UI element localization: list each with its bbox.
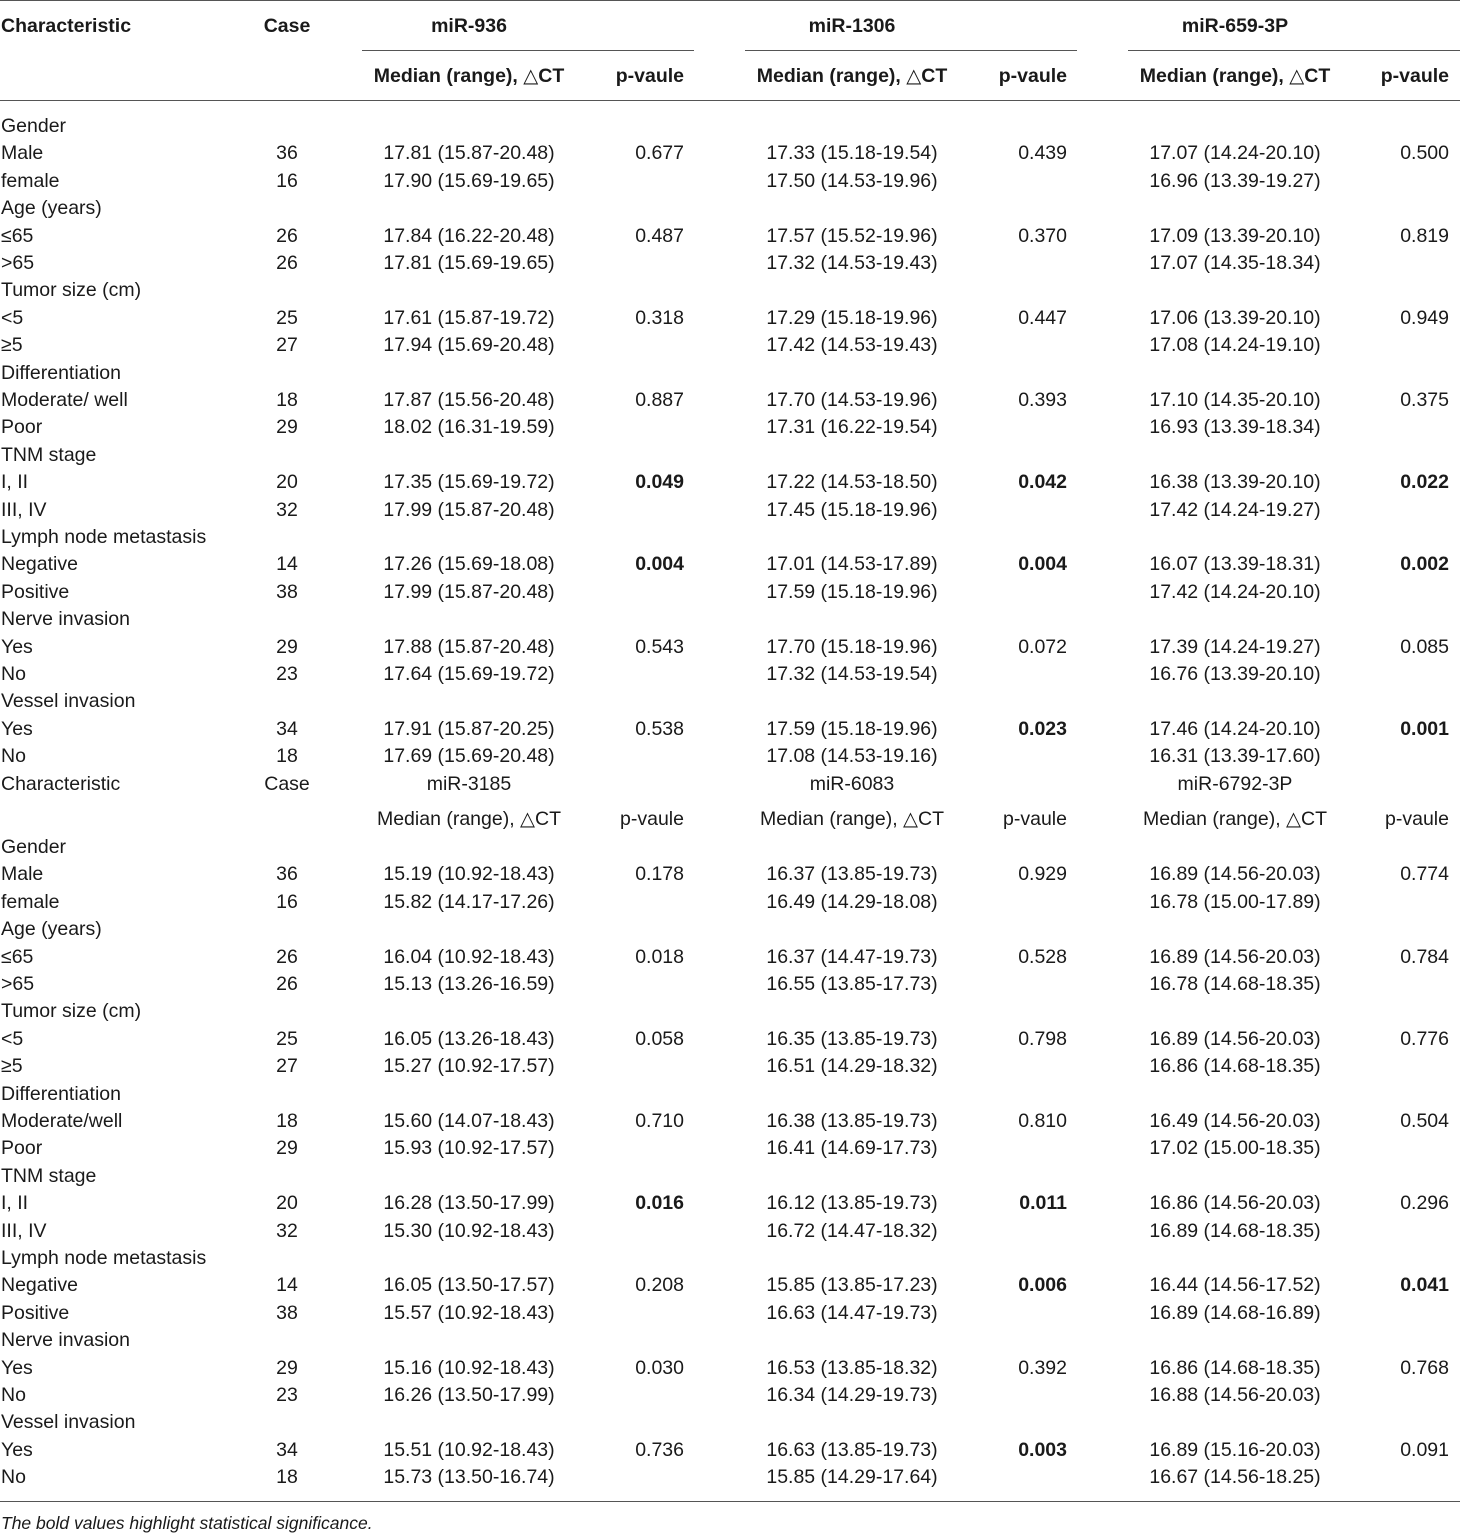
p-value: 0.774 (1400, 863, 1449, 886)
p-value: 0.016 (635, 1192, 684, 1215)
p-value: 0.001 (1400, 717, 1449, 740)
section-label: Lymph node metastasis (1, 1247, 207, 1269)
median-range-value: 16.67 (14.56-18.25) (1149, 1466, 1321, 1489)
row-label: III, IV (1, 498, 47, 521)
p-value: 0.375 (1400, 389, 1449, 411)
case-count: 16 (276, 890, 298, 913)
row-label: III, IV (1, 1219, 47, 1242)
p-value: 0.710 (635, 1110, 684, 1132)
section-label: Lymph node metastasis (1, 526, 207, 548)
header-median-range: Median (range), △CT (373, 65, 565, 87)
case-count: 36 (276, 863, 298, 886)
header-p-value: p-vaule (998, 65, 1067, 87)
table-top-rule (0, 0, 1460, 1)
median-range-value: 17.91 (15.87-20.25) (383, 717, 555, 740)
median-range-value: 16.78 (14.68-18.35) (1149, 973, 1321, 995)
median-range-value: 16.05 (13.26-18.43) (383, 1027, 555, 1050)
p-value: 0.819 (1400, 224, 1449, 247)
case-count: 20 (276, 1192, 298, 1215)
median-range-value: 16.41 (14.69-17.73) (766, 1137, 938, 1160)
row-label: Male (1, 142, 44, 165)
case-count: 18 (276, 745, 298, 768)
case-count: 18 (276, 389, 298, 411)
case-count: 26 (276, 252, 298, 274)
median-range-value: 16.28 (13.50-17.99) (383, 1192, 555, 1215)
row-label: Yes (1, 717, 33, 740)
median-range-value: 17.59 (15.18-19.96) (766, 717, 938, 740)
case-count: 36 (276, 142, 298, 165)
section-label: Vessel invasion (1, 690, 136, 713)
case-count: 29 (276, 1137, 298, 1160)
median-range-value: 17.69 (15.69-20.48) (383, 745, 555, 768)
median-range-value: 15.73 (13.50-16.74) (383, 1466, 555, 1489)
case-count: 23 (276, 663, 298, 685)
median-range-value: 17.07 (14.24-20.10) (1149, 142, 1321, 165)
case-count: 38 (276, 580, 298, 603)
median-range-value: 17.94 (15.69-20.48) (383, 334, 555, 357)
median-range-value: 16.86 (14.68-18.35) (1149, 1356, 1321, 1379)
median-range-value: 16.89 (14.56-20.03) (1149, 863, 1321, 886)
row-label: ≤65 (1, 945, 34, 968)
row-label: Moderate/ well (1, 389, 128, 411)
median-range-value: 17.59 (15.18-19.96) (766, 580, 938, 603)
p-value: 0.004 (1018, 553, 1067, 576)
row-label: <5 (1, 1027, 24, 1050)
case-count: 18 (276, 1466, 298, 1489)
row-label: Yes (1, 635, 33, 658)
median-range-value: 15.85 (13.85-17.23) (766, 1274, 938, 1297)
median-range-value: 16.44 (14.56-17.52) (1149, 1274, 1321, 1297)
row-label: Yes (1, 1356, 33, 1379)
header-characteristic: Characteristic (1, 773, 121, 795)
p-value: 0.538 (635, 717, 684, 740)
p-value: 0.004 (635, 553, 684, 576)
section-label: Tumor size (cm) (1, 279, 142, 302)
p-value: 0.392 (1018, 1356, 1067, 1379)
median-range-value: 16.78 (15.00-17.89) (1149, 890, 1321, 913)
case-count: 29 (276, 635, 298, 658)
header-mirna-mir-6083: miR-6083 (809, 773, 895, 795)
p-value: 0.447 (1018, 306, 1067, 329)
median-range-value: 16.31 (13.39-17.60) (1149, 745, 1321, 768)
header-mirna-mir-659-3p: miR-659-3P (1181, 15, 1289, 37)
median-range-value: 16.37 (13.85-19.73) (766, 863, 938, 886)
median-range-value: 17.70 (15.18-19.96) (766, 635, 938, 658)
median-range-value: 16.72 (14.47-18.32) (766, 1219, 938, 1242)
p-value: 0.072 (1018, 635, 1067, 658)
median-range-value: 17.42 (14.24-20.10) (1149, 580, 1321, 603)
median-range-value: 17.32 (14.53-19.54) (766, 663, 938, 685)
median-range-value: 17.50 (14.53-19.96) (766, 169, 938, 192)
median-range-value: 16.93 (13.39-18.34) (1149, 416, 1321, 439)
case-count: 16 (276, 169, 298, 192)
median-range-value: 17.33 (15.18-19.54) (766, 142, 938, 165)
p-value: 0.370 (1018, 224, 1067, 247)
median-range-value: 16.89 (15.16-20.03) (1149, 1438, 1321, 1461)
header-mirna-mir-3185: miR-3185 (426, 773, 512, 795)
median-range-value: 17.64 (15.69-19.72) (383, 663, 555, 685)
case-count: 14 (276, 553, 298, 576)
p-value: 0.393 (1018, 389, 1067, 411)
p-value: 0.784 (1400, 945, 1449, 968)
median-range-value: 17.10 (14.35-20.10) (1149, 389, 1321, 411)
section-label: TNM stage (1, 1164, 97, 1187)
case-count: 29 (276, 1356, 298, 1379)
median-range-value: 17.42 (14.53-19.43) (766, 334, 938, 357)
p-value: 0.030 (635, 1356, 684, 1379)
header-case: Case (264, 773, 310, 795)
median-range-value: 15.57 (10.92-18.43) (383, 1301, 555, 1324)
case-count: 29 (276, 416, 298, 439)
row-label: Positive (1, 580, 70, 603)
median-range-value: 15.27 (10.92-17.57) (383, 1055, 555, 1078)
case-count: 23 (276, 1384, 298, 1406)
median-range-value: 17.84 (16.22-20.48) (383, 224, 555, 247)
median-range-value: 17.99 (15.87-20.48) (383, 498, 555, 521)
median-range-value: 16.04 (10.92-18.43) (383, 945, 555, 968)
median-range-value: 15.51 (10.92-18.43) (383, 1438, 555, 1461)
section-label: Differentiation (1, 1082, 121, 1105)
section-label: Nerve invasion (1, 1329, 130, 1352)
header-median-range: Median (range), △CT (1142, 808, 1328, 830)
p-value: 0.022 (1400, 471, 1449, 494)
p-value: 0.528 (1018, 945, 1067, 968)
median-range-value: 17.99 (15.87-20.48) (383, 580, 555, 603)
median-range-value: 17.06 (13.39-20.10) (1149, 306, 1321, 329)
row-label: Poor (1, 1137, 43, 1160)
header-median-range: Median (range), △CT (376, 808, 562, 830)
section-label: Nerve invasion (1, 608, 130, 631)
median-range-value: 17.22 (14.53-18.50) (766, 471, 938, 494)
p-value: 0.296 (1400, 1192, 1449, 1215)
p-value: 0.929 (1018, 863, 1067, 886)
median-range-value: 17.08 (14.53-19.16) (766, 745, 938, 768)
row-label: female (1, 890, 60, 913)
row-label: I, II (1, 471, 29, 494)
median-range-value: 17.35 (15.69-19.72) (383, 471, 555, 494)
header-p-value: p-vaule (620, 808, 684, 830)
median-range-value: 15.16 (10.92-18.43) (383, 1356, 555, 1379)
header-p-value: p-vaule (615, 65, 684, 87)
p-value: 0.810 (1018, 1110, 1067, 1132)
p-value: 0.439 (1018, 142, 1067, 165)
median-range-value: 17.31 (16.22-19.54) (766, 416, 938, 439)
section-label: Vessel invasion (1, 1411, 136, 1434)
row-label: ≥5 (1, 334, 23, 357)
median-range-value: 17.01 (14.53-17.89) (766, 553, 938, 576)
row-label: <5 (1, 306, 24, 329)
header-p-value: p-vaule (1380, 65, 1449, 87)
group-rule-mir-1306 (745, 50, 1077, 51)
median-range-value: 17.57 (15.52-19.96) (766, 224, 938, 247)
median-range-value: 17.90 (15.69-19.65) (383, 169, 555, 192)
median-range-value: 16.53 (13.85-18.32) (766, 1356, 938, 1379)
section-label: Gender (1, 836, 67, 858)
section-label: Age (years) (1, 918, 102, 941)
p-value: 0.041 (1400, 1274, 1449, 1297)
p-value: 0.677 (635, 142, 684, 165)
case-count: 25 (276, 1027, 298, 1050)
median-range-value: 16.07 (13.39-18.31) (1149, 553, 1321, 576)
case-count: 38 (276, 1301, 298, 1324)
case-count: 32 (276, 498, 298, 521)
header-bottom-rule (0, 100, 1460, 101)
median-range-value: 16.35 (13.85-19.73) (766, 1027, 938, 1050)
median-range-value: 16.49 (14.29-18.08) (766, 890, 938, 913)
case-count: 18 (276, 1110, 298, 1132)
p-value: 0.543 (635, 635, 684, 658)
row-label: Negative (1, 1274, 78, 1297)
median-range-value: 15.30 (10.92-18.43) (383, 1219, 555, 1242)
median-range-value: 16.63 (13.85-19.73) (766, 1438, 938, 1461)
case-count: 34 (276, 1438, 298, 1461)
median-range-value: 16.26 (13.50-17.99) (383, 1384, 555, 1406)
header-median-range: Median (range), △CT (759, 808, 945, 830)
p-value: 0.208 (635, 1274, 684, 1297)
header-mirna-mir-6792-3p: miR-6792-3P (1177, 773, 1293, 795)
row-label: No (1, 663, 26, 685)
p-value: 0.003 (1018, 1438, 1067, 1461)
header-median-range: Median (range), △CT (756, 65, 948, 87)
row-label: ≥5 (1, 1055, 23, 1078)
median-range-value: 16.38 (13.39-20.10) (1149, 471, 1321, 494)
median-range-value: 17.09 (13.39-20.10) (1149, 224, 1321, 247)
header-p-value: p-vaule (1385, 808, 1449, 830)
median-range-value: 15.85 (14.29-17.64) (766, 1466, 938, 1489)
row-label: Positive (1, 1301, 70, 1324)
median-range-value: 16.05 (13.50-17.57) (383, 1274, 555, 1297)
case-count: 26 (276, 973, 298, 995)
group-rule-mir-936 (362, 50, 694, 51)
median-range-value: 17.29 (15.18-19.96) (766, 306, 938, 329)
median-range-value: 15.13 (13.26-16.59) (383, 973, 555, 995)
p-value: 0.023 (1018, 717, 1067, 740)
median-range-value: 16.89 (14.56-20.03) (1149, 945, 1321, 968)
case-count: 27 (276, 334, 298, 357)
p-value: 0.504 (1400, 1110, 1449, 1132)
p-value: 0.042 (1018, 471, 1067, 494)
median-range-value: 17.26 (15.69-18.08) (383, 553, 555, 576)
section-label: Gender (1, 115, 67, 137)
median-range-value: 17.32 (14.53-19.43) (766, 252, 938, 274)
p-value: 0.798 (1018, 1027, 1067, 1050)
median-range-value: 15.60 (14.07-18.43) (383, 1110, 555, 1132)
case-count: 32 (276, 1219, 298, 1242)
row-label: female (1, 169, 60, 192)
median-range-value: 16.37 (14.47-19.73) (766, 945, 938, 968)
median-range-value: 16.86 (14.56-20.03) (1149, 1192, 1321, 1215)
median-range-value: 16.89 (14.56-20.03) (1149, 1027, 1321, 1050)
row-label: >65 (1, 252, 35, 274)
median-range-value: 15.19 (10.92-18.43) (383, 863, 555, 886)
group-rule-mir-659-3p (1128, 50, 1460, 51)
median-range-value: 17.39 (14.24-19.27) (1149, 635, 1321, 658)
median-range-value: 17.45 (15.18-19.96) (766, 498, 938, 521)
table-footnote: The bold values highlight statistical significance. (1, 1513, 373, 1533)
table-bottom-rule (0, 1501, 1460, 1502)
case-count: 14 (276, 1274, 298, 1297)
median-range-value: 18.02 (16.31-19.59) (383, 416, 555, 439)
case-count: 27 (276, 1055, 298, 1078)
p-value: 0.178 (635, 863, 684, 886)
p-value: 0.011 (1019, 1192, 1067, 1215)
section-label: Differentiation (1, 361, 121, 384)
section-label: TNM stage (1, 443, 97, 466)
row-label: ≤65 (1, 224, 34, 247)
median-range-value: 17.61 (15.87-19.72) (383, 306, 555, 329)
median-range-value: 16.55 (13.85-17.73) (766, 973, 938, 995)
median-range-value: 16.89 (14.68-18.35) (1149, 1219, 1321, 1242)
row-label: Moderate/well (1, 1110, 123, 1132)
header-median-range: Median (range), △CT (1139, 65, 1331, 87)
median-range-value: 17.81 (15.69-19.65) (383, 252, 555, 274)
p-value: 0.058 (635, 1027, 684, 1050)
median-range-value: 16.38 (13.85-19.73) (766, 1110, 938, 1132)
header-characteristic: Characteristic (1, 15, 132, 37)
case-count: 26 (276, 945, 298, 968)
case-count: 26 (276, 224, 298, 247)
median-range-value: 16.86 (14.68-18.35) (1149, 1055, 1321, 1078)
p-value: 0.018 (635, 945, 684, 968)
header-case: Case (263, 15, 311, 37)
row-label: Poor (1, 416, 43, 439)
row-label: No (1, 1466, 26, 1489)
median-range-value: 17.70 (14.53-19.96) (766, 389, 938, 411)
p-value: 0.736 (635, 1438, 684, 1461)
p-value: 0.776 (1400, 1027, 1449, 1050)
p-value: 0.006 (1018, 1274, 1067, 1297)
p-value: 0.002 (1400, 553, 1449, 576)
case-count: 20 (276, 471, 298, 494)
median-range-value: 16.96 (13.39-19.27) (1149, 169, 1321, 192)
median-range-value: 16.51 (14.29-18.32) (766, 1055, 938, 1078)
median-range-value: 15.93 (10.92-17.57) (383, 1137, 555, 1160)
p-value: 0.091 (1400, 1438, 1449, 1461)
median-range-value: 16.34 (14.29-19.73) (766, 1384, 938, 1406)
median-range-value: 16.12 (13.85-19.73) (766, 1192, 938, 1215)
p-value: 0.500 (1400, 142, 1449, 165)
p-value: 0.049 (635, 471, 684, 494)
median-range-value: 17.88 (15.87-20.48) (383, 635, 555, 658)
header-mirna-mir-1306: miR-1306 (808, 15, 896, 37)
median-range-value: 15.82 (14.17-17.26) (383, 890, 555, 913)
row-label: Yes (1, 1438, 33, 1461)
row-label: I, II (1, 1192, 29, 1215)
p-value: 0.887 (635, 389, 684, 411)
p-value: 0.085 (1400, 635, 1449, 658)
row-label: Male (1, 863, 44, 886)
section-label: Age (years) (1, 197, 102, 220)
case-count: 25 (276, 306, 298, 329)
case-count: 34 (276, 717, 298, 740)
row-label: Negative (1, 553, 78, 576)
row-label: >65 (1, 973, 35, 995)
median-range-value: 16.49 (14.56-20.03) (1149, 1110, 1321, 1132)
median-range-value: 17.02 (15.00-18.35) (1149, 1137, 1321, 1160)
median-range-value: 17.87 (15.56-20.48) (383, 389, 555, 411)
row-label: No (1, 745, 26, 768)
p-value: 0.318 (635, 306, 684, 329)
median-range-value: 16.76 (13.39-20.10) (1149, 663, 1321, 685)
p-value: 0.487 (635, 224, 684, 247)
row-label: No (1, 1384, 26, 1406)
median-range-value: 17.81 (15.87-20.48) (383, 142, 555, 165)
median-range-value: 17.07 (14.35-18.34) (1149, 252, 1321, 274)
p-value: 0.949 (1400, 306, 1449, 329)
median-range-value: 17.46 (14.24-20.10) (1149, 717, 1321, 740)
median-range-value: 17.42 (14.24-19.27) (1149, 498, 1321, 521)
median-range-value: 16.89 (14.68-16.89) (1149, 1301, 1321, 1324)
p-value: 0.768 (1400, 1356, 1449, 1379)
median-range-value: 17.08 (14.24-19.10) (1149, 334, 1321, 357)
header-mirna-mir-936: miR-936 (431, 15, 507, 37)
median-range-value: 16.63 (14.47-19.73) (766, 1301, 938, 1324)
section-label: Tumor size (cm) (1, 1000, 142, 1023)
header-p-value: p-vaule (1003, 808, 1067, 830)
median-range-value: 16.88 (14.56-20.03) (1149, 1384, 1321, 1406)
